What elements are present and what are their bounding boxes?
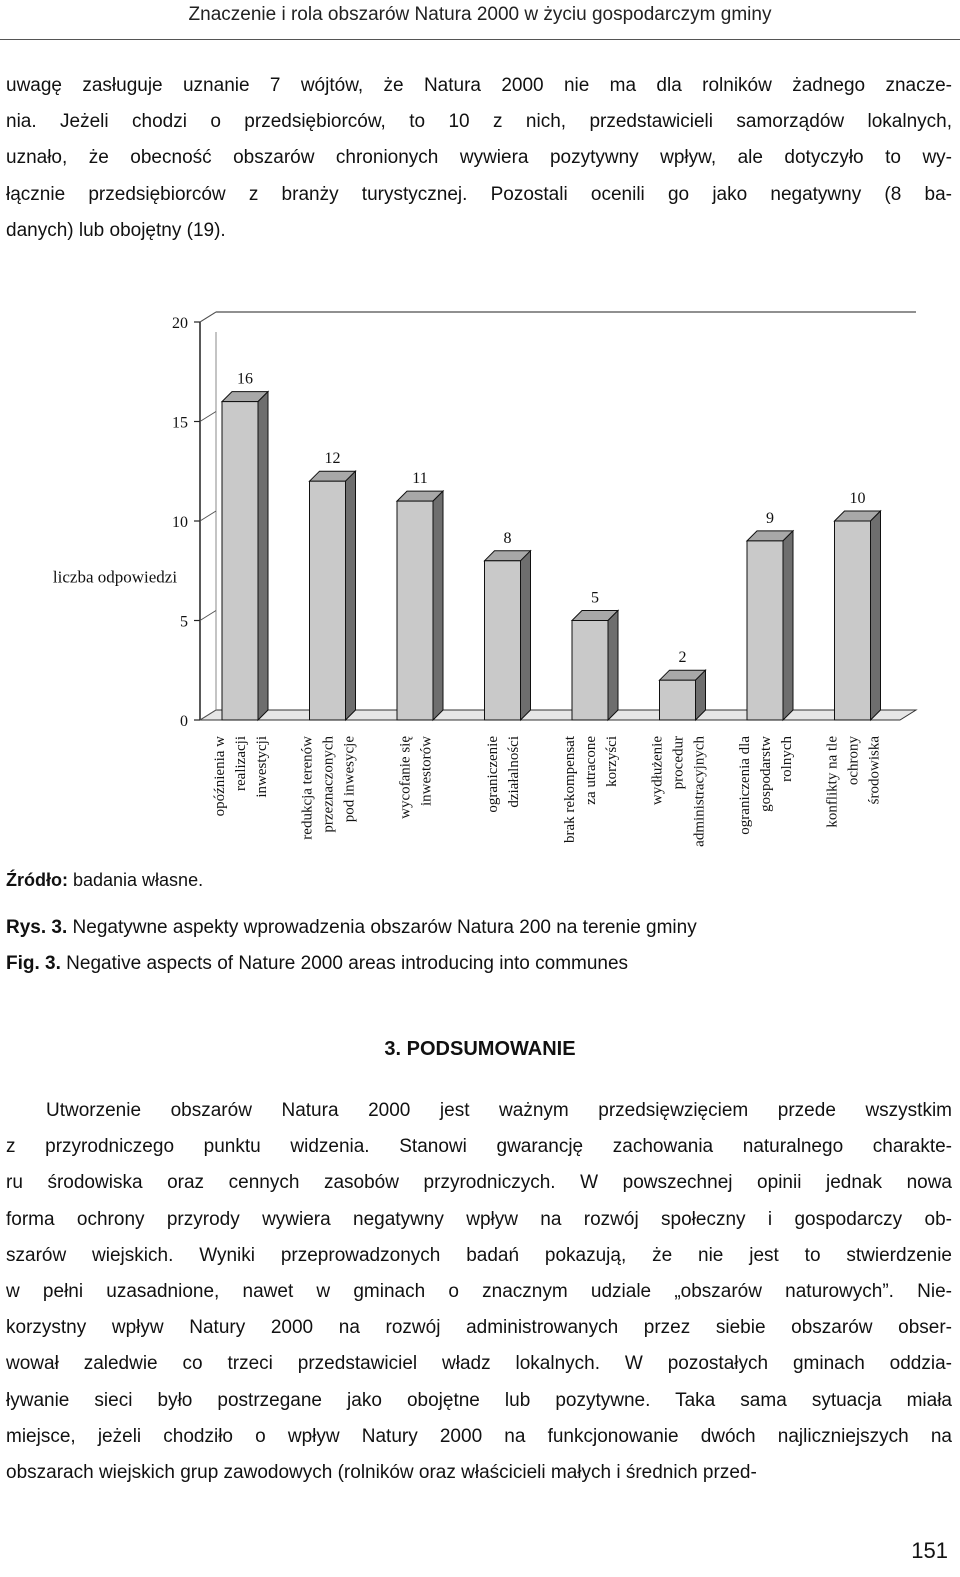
y-tick-depth [200, 312, 216, 322]
x-category-line: ochrony [845, 736, 862, 786]
x-category-label [485, 736, 522, 813]
y-tick-label: 5 [180, 613, 188, 631]
bar-value-label: 12 [324, 450, 341, 468]
bar-value-label: 5 [591, 589, 599, 607]
x-category-line: gospodarstw [758, 736, 774, 812]
x-category-line: przeznaczonych [320, 736, 337, 833]
bar-side [521, 551, 531, 720]
summary-line: szarów wiejskich. Wyniki przeprowadzonych badań pokazują, że nie jest to stwierdzenie [6, 1244, 952, 1266]
bar [835, 521, 871, 720]
intro-line: uznało, że obecność obszarów chronionych wywiera pozytywny wpływ, ale dotyczyło to wy- [6, 147, 952, 169]
bar-value-label: 10 [849, 490, 866, 507]
x-category-line: ograniczenie [485, 736, 501, 813]
x-category-line: za utracone [583, 736, 599, 805]
intro-line: danych) lub obojętny (19). [6, 219, 226, 241]
summary-line: obszarach wiejskich grup zawodowych (rolników oraz właścicieli małych i średnich przed- [6, 1462, 757, 1484]
y-tick-label: 10 [172, 514, 188, 531]
bar-side [433, 491, 443, 720]
bar-side [346, 471, 356, 720]
summary-line: miejsce, jeżeli chodziło o wpływ Natury 2000 na funkcjonowanie dwóch najliczniejszych na [6, 1425, 952, 1447]
page-number: 151 [911, 1538, 948, 1563]
bar [572, 621, 608, 721]
bar [397, 501, 433, 720]
x-category-line: inwestorów [418, 736, 435, 806]
intro-paragraph [6, 68, 952, 249]
bar-value-label: 8 [503, 529, 512, 547]
bar [747, 541, 783, 720]
figure-source [6, 870, 203, 891]
bar-side [783, 531, 793, 720]
summary-line: w pełni uzasadnione, nawet w gminach o znacznym udziale „obszarów naturowych”. Nie- [6, 1281, 952, 1303]
x-category-line: opóźnienia w [212, 736, 228, 817]
x-category-line: konflikty na tle [824, 736, 841, 828]
section-heading: 3. PODSUMOWANIE [384, 1038, 576, 1060]
y-tick-label: 20 [172, 315, 188, 332]
y-tick-depth [200, 611, 216, 621]
x-category-line: wycofanie się [397, 736, 414, 819]
source-label: Źródło: [6, 870, 68, 890]
summary-line: ływanie sieci było postrzegane jako obojętne lub pozytywne. Taka sama sytuacja miała [6, 1389, 952, 1411]
x-category-line: rolnych [779, 736, 795, 782]
bar-value-label: 16 [237, 370, 253, 388]
y-tick-depth [200, 412, 216, 422]
figure-caption-pl [6, 917, 697, 939]
x-category-label [212, 736, 270, 817]
y-axis-label: liczba odpowiedzi [52, 567, 178, 587]
x-category-line: redukcja terenów [299, 736, 316, 840]
bar-side [871, 511, 881, 720]
y-tick-depth [200, 511, 216, 521]
x-category-label [825, 736, 883, 828]
x-category-line: ograniczenia dla [737, 736, 753, 835]
x-category-line: inwestycji [254, 736, 270, 798]
x-category-line: procedur [670, 736, 687, 790]
bar-value-label: 9 [766, 509, 774, 527]
x-category-line: środowiska [866, 736, 883, 805]
bar-side [608, 611, 618, 721]
intro-line: uwagę zasługuje uznanie 7 wójtów, że Natura 2000 nie ma dla rolników żadnego znacze- [6, 75, 952, 96]
summary-line: wował zaledwie co trzeci przedstawiciel władz lokalnych. W pozostałych gminach oddzia- [6, 1353, 952, 1375]
bar-value-label: 2 [678, 649, 687, 667]
summary-line: Utworzenie obszarów Natura 2000 jest ważnym przedsięwzięciem przede wszystkim [46, 1100, 952, 1121]
x-category-line: realizacji [233, 736, 249, 791]
x-category-line: pod inwesycje [341, 736, 358, 823]
summary-paragraph [6, 1093, 952, 1491]
y-tick-label: 15 [172, 414, 188, 432]
x-category-label [737, 736, 795, 835]
summary-line: forma ochrony przyrody wywiera negatywny wpływ na rozwój społeczny i gospodarczy ob- [6, 1208, 952, 1230]
bar-chart [0, 300, 960, 870]
chart-floor [200, 710, 916, 720]
summary-line: z przyrodniczego punktu widzenia. Stanowi gwarancję zachowania naturalnego charakte- [6, 1136, 952, 1158]
x-category-label [562, 735, 620, 843]
bar-side [258, 392, 268, 720]
source-text: badania własne. [67, 870, 204, 890]
x-category-line: wydłużenie [649, 736, 666, 806]
x-category-label [650, 736, 708, 847]
caption-en-label: Fig. 3. [6, 953, 61, 974]
caption-pl-label: Rys. 3. [6, 917, 68, 938]
bar [660, 680, 696, 720]
summary-line: korzystny wpływ Natury 2000 na rozwój administrowanych przez siebie obszarów obser- [6, 1317, 952, 1339]
x-category-label [398, 736, 435, 819]
header-divider [0, 39, 960, 40]
caption-pl-text: Negatywne aspekty wprowadzenia obszarów Natura 200 na terenie gminy [67, 917, 697, 938]
y-tick-label: 0 [180, 713, 188, 730]
x-category-label [300, 736, 358, 840]
intro-line: nia. Jeżeli chodzi o przedsiębiorców, to 10 z nich, przedstawicieli samorządów lokalnych, [6, 111, 952, 133]
bar [310, 481, 346, 720]
x-category-line: brak rekompensat [562, 736, 578, 844]
intro-line: łącznie przedsiębiorców z branży turystycznej. Pozostali ocenili go jako negatywny (8 ba- [6, 183, 952, 205]
x-category-line: administracyjnych [691, 736, 708, 847]
x-category-line: korzyści [604, 736, 620, 787]
bar-value-label: 11 [412, 470, 428, 488]
summary-line: ru środowiska oraz cennych zasobów przyrodniczych. W powszechnej opinii jednak nowa [6, 1172, 952, 1194]
bar [485, 561, 521, 720]
x-category-line: działalności [506, 736, 522, 808]
bar [222, 402, 258, 720]
figure-caption-en [6, 953, 628, 975]
caption-en-text: Negative aspects of Nature 2000 areas introducing into communes [60, 953, 629, 974]
running-head: Znaczenie i rola obszarów Natura 2000 w życiu gospodarczym gminy [188, 4, 772, 25]
